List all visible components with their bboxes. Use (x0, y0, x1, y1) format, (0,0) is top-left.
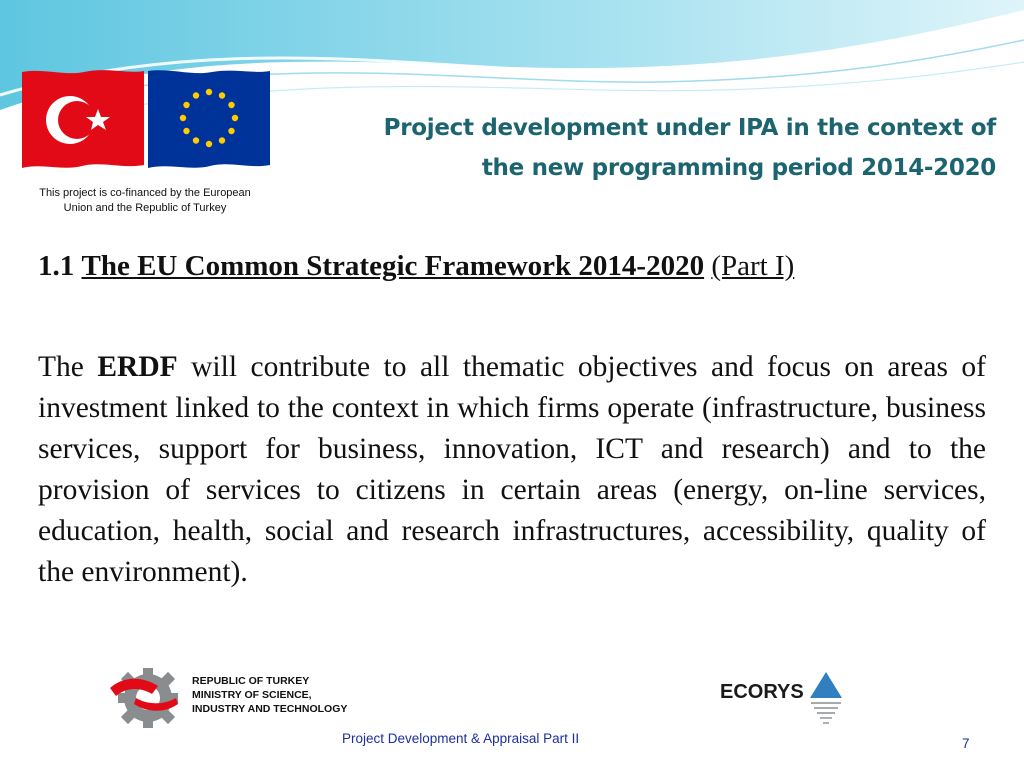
slide-title-line-1: Project development under IPA in the context of (383, 115, 996, 141)
body-paragraph (38, 347, 986, 593)
slide-title (296, 108, 996, 188)
section-title: The EU Common Strategic Framework 2014-2020 (81, 250, 705, 282)
ministry-gear-logo-icon (106, 664, 190, 730)
ecorys-logo-icon (718, 668, 848, 730)
turkey-flag-icon (22, 70, 144, 168)
ministry-name (192, 674, 347, 716)
cofinance-line-2: Union and the Republic of Turkey (63, 202, 227, 214)
footer-caption: Project Development & Appraisal Part II (342, 731, 580, 746)
section-number: 1.1 (38, 250, 75, 282)
ministry-line-2: MINISTRY OF SCIENCE, (192, 689, 312, 701)
eu-flag-icon (148, 70, 270, 168)
cofinance-note (0, 186, 290, 216)
body-text: will contribute to all thematic objectives and focus on areas of investment linked to the context in which firms operate (infrastructure, business services, support for business, innovation, ICT and research) and to the provision of services to citizens in certain areas (energy, on-line services, education, health, social and research infrastructures, accessibility, quality of the environment). (38, 351, 986, 588)
ministry-line-1: REPUBLIC OF TURKEY (192, 675, 310, 687)
section-part: (Part I) (711, 250, 795, 282)
cofinance-line-1: This project is co-financed by the European (39, 187, 251, 199)
section-heading (38, 250, 794, 283)
body-intro: The (38, 351, 84, 383)
ministry-line-3: INDUSTRY AND TECHNOLOGY (192, 703, 348, 715)
page-number: 7 (962, 736, 970, 751)
flags-logo (22, 68, 272, 172)
body-term: ERDF (97, 351, 178, 383)
ecorys-logo-text: ECORYS (720, 681, 804, 703)
slide-title-line-2: the new programming period 2014-2020 (481, 155, 996, 181)
